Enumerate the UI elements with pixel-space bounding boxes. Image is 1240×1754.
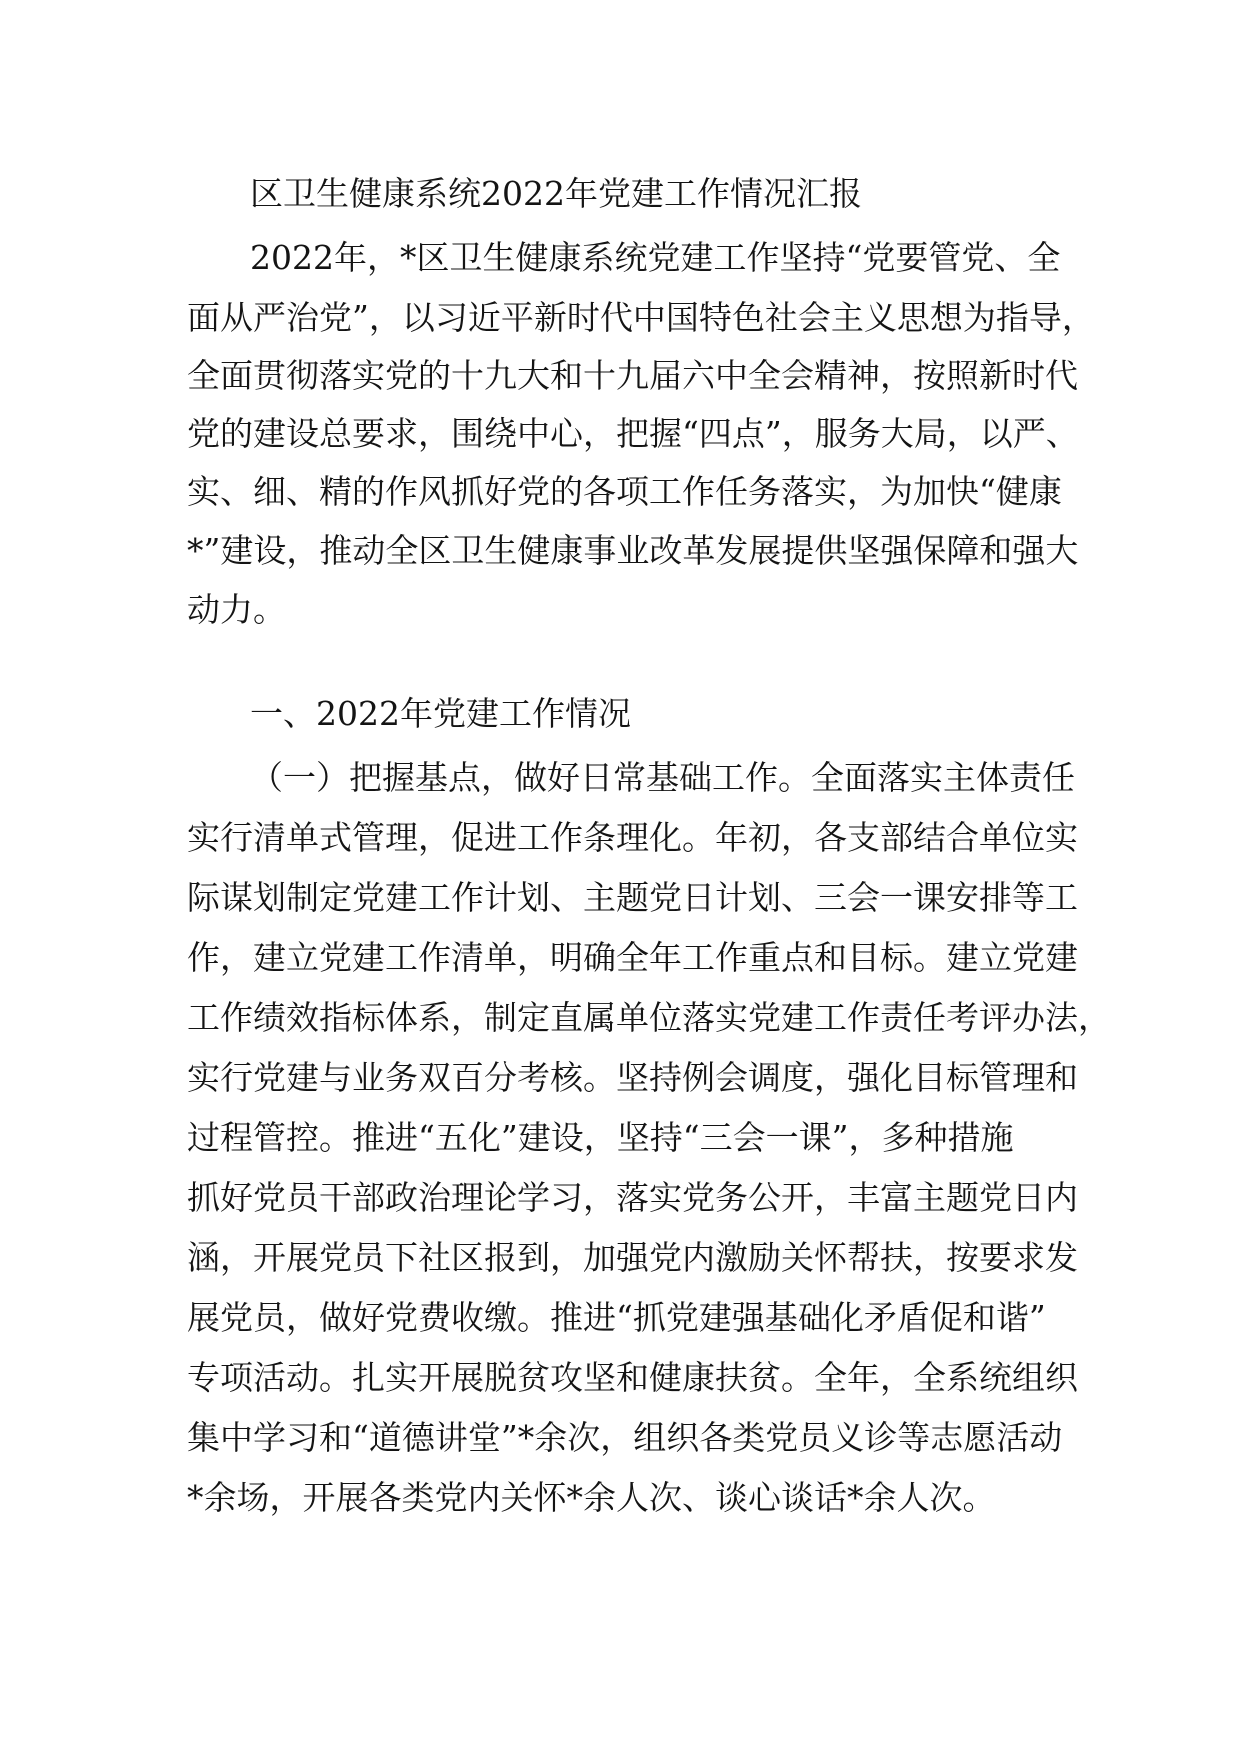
paragraph-line: 过程管控。推进“五化”建设，坚持“三会一课”，多种措施 bbox=[187, 1118, 1014, 1157]
paragraph-line: 实行党建与业务双百分考核。坚持例会调度，强化目标管理和 bbox=[187, 1058, 1078, 1097]
paragraph-line: 专项活动。扎实开展脱贫攻坚和健康扶贫。全年，全系统组织 bbox=[187, 1358, 1078, 1397]
paragraph-line: 集中学习和“道德讲堂”*余次，组织各类党员义诊等志愿活动 bbox=[187, 1418, 1063, 1457]
document-title: 区卫生健康系统2022年党建工作情况汇报 bbox=[250, 174, 862, 213]
paragraph-line: 实、细、精的作风抓好党的各项工作任务落实，为加快“健康 bbox=[187, 472, 1062, 511]
paragraph-line: 动力。 bbox=[187, 590, 286, 629]
paragraph-line: （一）把握基点，做好日常基础工作。全面落实主体责任 bbox=[250, 758, 1075, 797]
paragraph-line: 全面贯彻落实党的十九大和十九届六中全会精神，按照新时代 bbox=[187, 356, 1078, 395]
paragraph-line: *”建设，推动全区卫生健康事业改革发展提供坚强保障和强大 bbox=[187, 531, 1079, 570]
paragraph-line: 面从严治党”，以习近平新时代中国特色社会主义思想为指导， bbox=[187, 298, 1095, 337]
paragraph-line: 党的建设总要求，围绕中心，把握“四点”，服务大局，以严、 bbox=[187, 414, 1079, 453]
paragraph-line: 工作绩效指标体系，制定直属单位落实党建工作责任考评办法， bbox=[187, 998, 1111, 1037]
paragraph-line: 际谋划制定党建工作计划、主题党日计划、三会一课安排等工 bbox=[187, 878, 1078, 917]
paragraph-line: 2022年，*区卫生健康系统党建工作坚持“党要管党、全 bbox=[250, 238, 1061, 277]
paragraph-line: 作，建立党建工作清单，明确全年工作重点和目标。建立党建 bbox=[187, 938, 1078, 977]
section-heading: 一、2022年党建工作情况 bbox=[250, 694, 631, 733]
paragraph-line: *余场，开展各类党内关怀*余人次、谈心谈话*余人次。 bbox=[187, 1478, 996, 1517]
paragraph-line: 实行清单式管理，促进工作条理化。年初，各支部结合单位实 bbox=[187, 818, 1078, 857]
paragraph-line: 涵，开展党员下社区报到，加强党内激励关怀帮扶，按要求发 bbox=[187, 1238, 1078, 1277]
paragraph-line: 抓好党员干部政治理论学习，落实党务公开，丰富主题党日内 bbox=[187, 1178, 1078, 1217]
paragraph-line: 展党员，做好党费收缴。推进“抓党建强基础化矛盾促和谐” bbox=[187, 1298, 1046, 1337]
